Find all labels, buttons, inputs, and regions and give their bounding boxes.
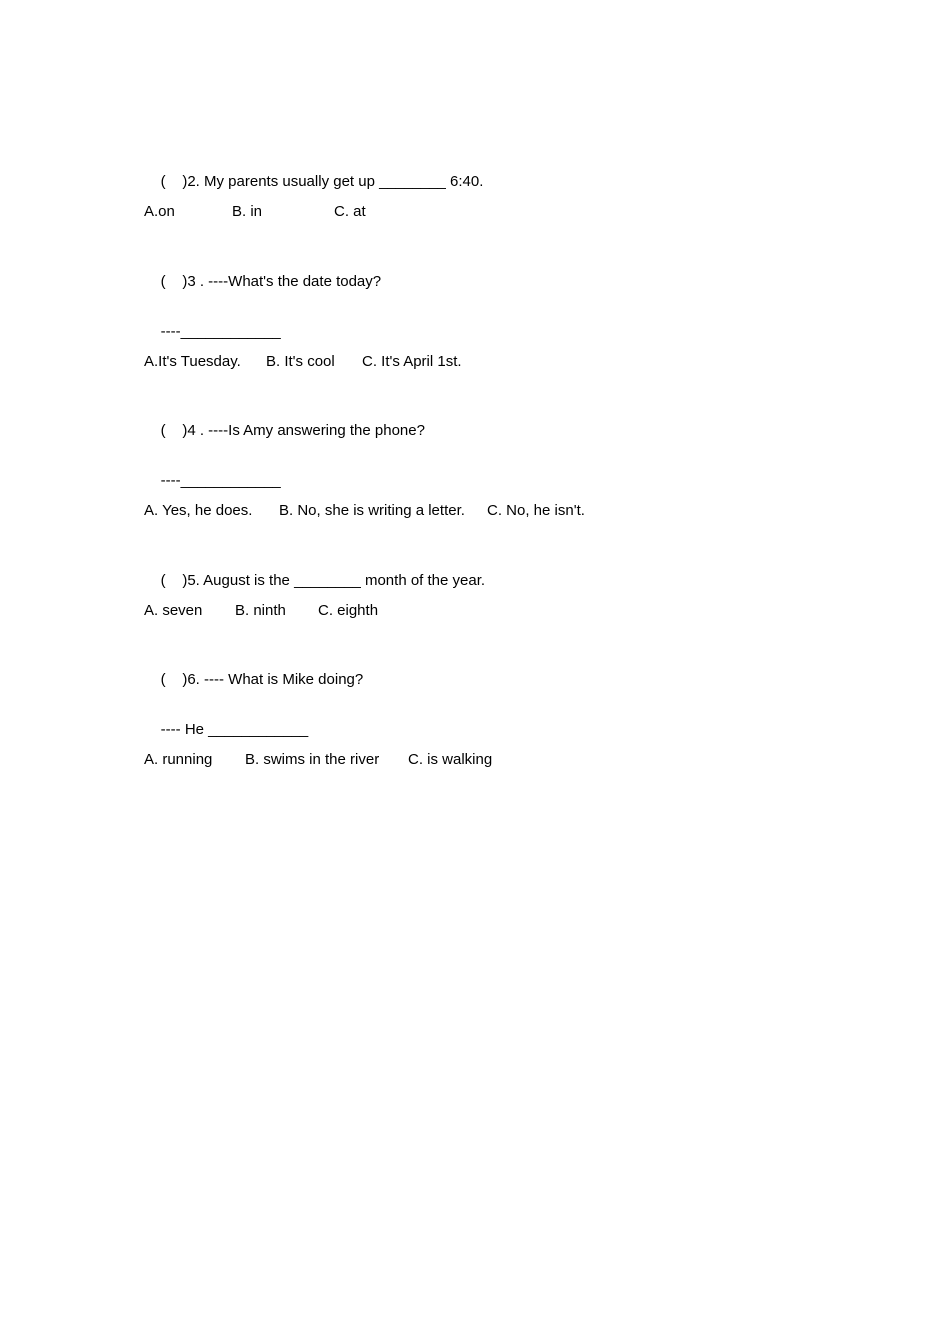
question-2-option-b: B. in <box>232 203 263 220</box>
question-4-options <box>144 501 744 521</box>
question-4-answer-blank: ----____________ <box>160 472 281 489</box>
question-6-answer-blank: ---- He ____________ <box>160 721 309 738</box>
question-3-answer-blank: ----____________ <box>160 323 281 340</box>
question-5-options <box>144 601 544 621</box>
question-3-option-b: B. It's cool <box>266 353 335 370</box>
question-6-option-c: C. is walking <box>408 751 493 768</box>
question-2-options <box>144 202 544 222</box>
question-5-stem-text: ( )5. August is the ________ month of the year. <box>160 572 486 589</box>
question-2-stem-text: ( )2. My parents usually get up ________ 6:40. <box>160 173 484 190</box>
question-5-option-a: A. seven <box>144 602 203 619</box>
question-4-option-c: C. No, he isn't. <box>487 502 585 519</box>
question-6-option-a: A. running <box>144 751 213 768</box>
question-2-option-c: C. at <box>334 203 366 220</box>
question-4-option-a: A. Yes, he does. <box>144 502 253 519</box>
question-4-option-b: B. No, she is writing a letter. <box>279 502 465 519</box>
question-6-option-b: B. swims in the river <box>245 751 380 768</box>
question-3-stem-text: ( )3 . ----What's the date today? <box>160 273 382 290</box>
question-6-options <box>144 750 644 770</box>
question-3-option-a: A.It's Tuesday. <box>144 353 241 370</box>
question-5-option-b: B. ninth <box>235 602 286 619</box>
question-3-option-c: C. It's April 1st. <box>362 353 462 370</box>
question-6-stem-text: ( )6. ---- What is Mike doing? <box>160 671 364 688</box>
question-3-options <box>144 352 644 372</box>
question-2-option-a: A.on <box>144 203 175 220</box>
question-5-option-c: C. eighth <box>318 602 379 619</box>
question-4-stem-text: ( )4 . ----Is Amy answering the phone? <box>160 422 425 439</box>
